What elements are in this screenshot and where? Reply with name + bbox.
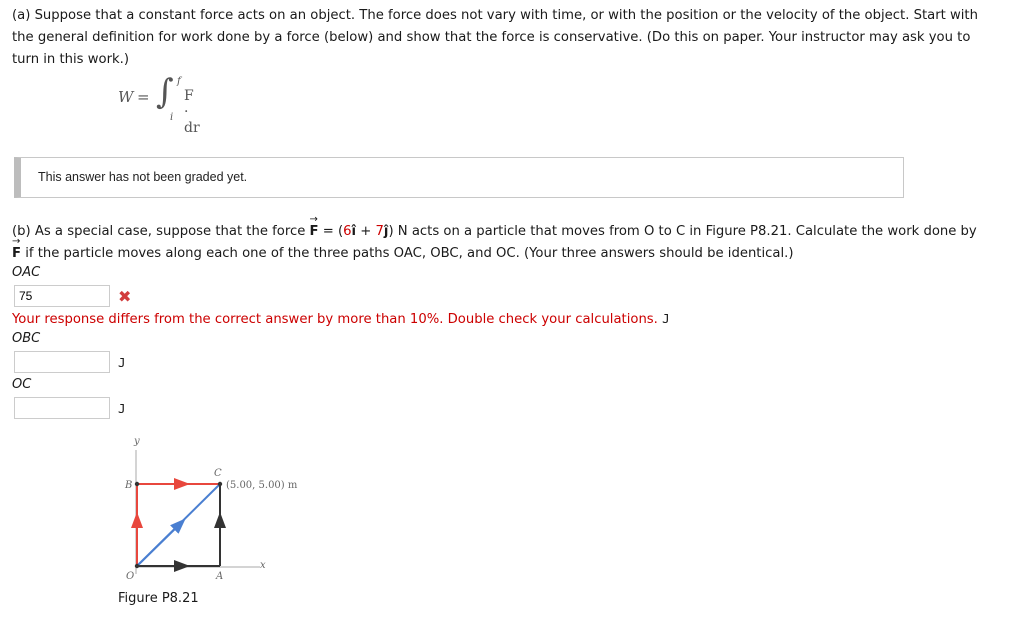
force-vector-symbol: → F <box>310 221 319 243</box>
figure-p8-21 <box>110 432 310 592</box>
answer-input-obc[interactable] <box>14 351 110 373</box>
force-vector-symbol-2: → F <box>12 243 21 265</box>
error-unit: J <box>662 311 670 326</box>
coef-i: 6 <box>343 224 352 239</box>
integral-sign: ∫ <box>156 72 174 112</box>
part-b-line-1 <box>12 221 1012 243</box>
part-b-line-2 <box>12 243 1012 265</box>
part-b-suffix: ) N acts on a particle that moves from O to C in Figure P8.21. Calculate the work done by <box>388 224 977 239</box>
label-coord: (5.00, 5.00) m <box>226 480 298 491</box>
part-b-question <box>12 221 1012 265</box>
ungraded-text: This answer has not been graded yet. <box>38 170 248 184</box>
part-a-question <box>12 5 1012 71</box>
point-o <box>135 564 139 568</box>
eq-w: W <box>118 88 134 106</box>
path-label-oc: OC <box>12 377 32 392</box>
label-o: O <box>126 571 135 582</box>
part-b-eq: = ( <box>318 224 344 239</box>
label-x: x <box>260 560 266 571</box>
path-label-obc: OBC <box>12 331 41 346</box>
incorrect-icon: ✖ <box>118 287 132 306</box>
point-c <box>218 482 222 486</box>
eq-upper-limit: f <box>177 76 181 87</box>
unit-i: î <box>351 224 357 239</box>
path-oc-arrow <box>137 524 180 566</box>
eq-equals: = <box>137 88 150 106</box>
unit-j: ĵ <box>383 224 389 239</box>
unit-oc: J <box>118 401 126 416</box>
part-a-line-1: (a) Suppose that a constant force acts on an object. The force does not vary with time, or with the position or the velocity of the object. Start with <box>12 8 978 23</box>
point-b <box>135 482 139 486</box>
label-b: B <box>125 480 133 491</box>
answer-input-oac[interactable] <box>14 285 110 307</box>
unit-obc: J <box>118 355 126 370</box>
eq-integrand: F · dr <box>184 88 200 136</box>
ungraded-answer-box <box>14 157 904 198</box>
part-b-line-2-text: if the particle moves along each one of the three paths OAC, OBC, and OC. (Your three answers should be identical.) <box>21 246 794 261</box>
eq-lower-limit: i <box>170 112 174 123</box>
path-label-oac: OAC <box>12 265 41 280</box>
error-text: Your response differs from the correct answer by more than 10%. Double check your calculations. <box>12 312 658 327</box>
part-a-line-3: turn in this work.) <box>12 52 129 67</box>
label-y: y <box>134 436 140 447</box>
label-a: A <box>216 571 224 582</box>
error-feedback <box>12 311 670 327</box>
plus-sign: + <box>356 224 376 239</box>
figure-caption: Figure P8.21 <box>118 591 199 606</box>
label-c: C <box>214 468 222 479</box>
part-b-prefix: (b) As a special case, suppose that the force <box>12 224 310 239</box>
answer-input-oc[interactable] <box>14 397 110 419</box>
part-a-line-2: the general definition for work done by a force (below) and show that the force is conservative. (Do this on paper. Your instructor may ask you to <box>12 30 971 45</box>
coef-j: 7 <box>375 224 384 239</box>
